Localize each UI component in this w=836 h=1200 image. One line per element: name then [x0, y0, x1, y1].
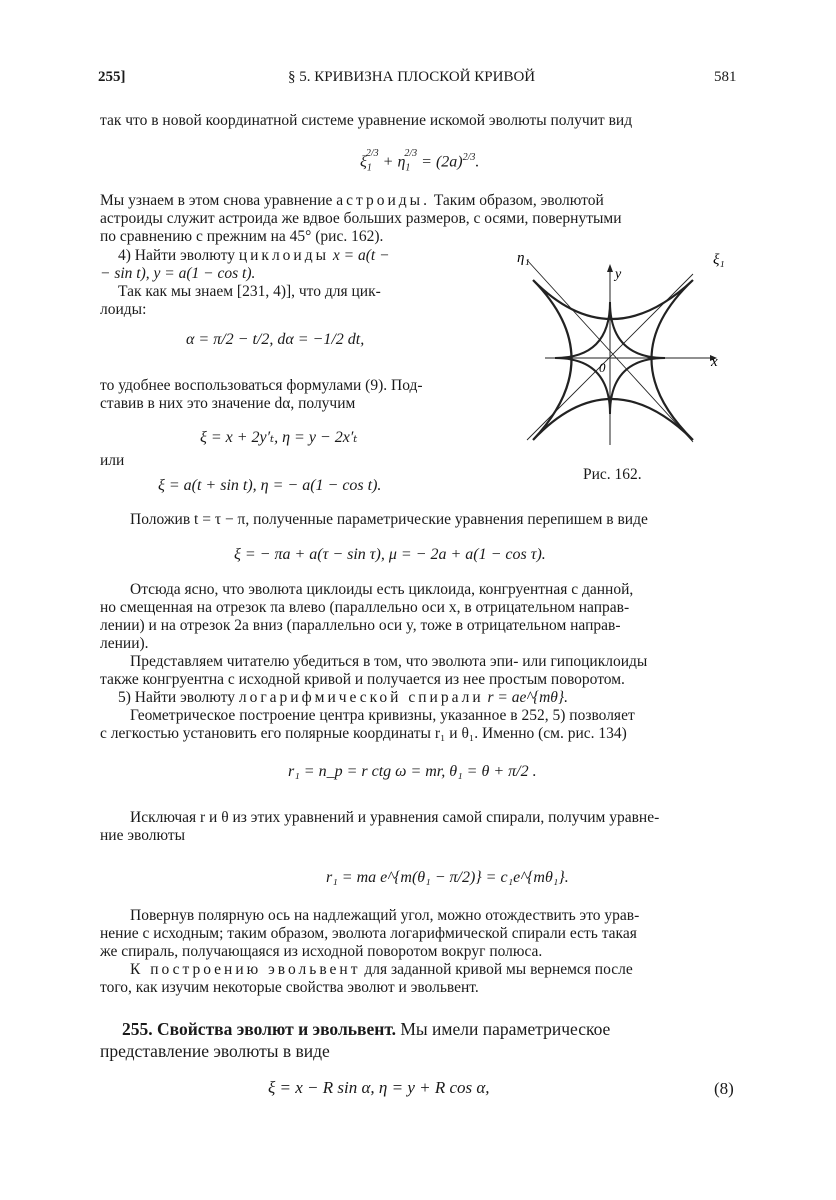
label-origin: 0	[599, 360, 606, 375]
para-geom-line1: Геометрическое построение центра кривизны, указанное в 252, 5) позволяет	[130, 707, 635, 724]
formula-astroid: $\xi_1^{2/3} + \eta_1^{2/3} = (2a)^{2/3}$.	[360, 148, 480, 174]
formula-r1: r₁ = n_p = r ctg ω = mr, θ₁ = θ + π/2 .	[288, 763, 537, 780]
para-cycloid-line3: лении) и на отрезок 2a вниз (параллельно оси y, тоже в отрицательном направ-	[100, 617, 621, 634]
item4-line4: лоиды:	[100, 301, 147, 318]
header-section-number: 255]	[98, 69, 126, 85]
item4-line3: Так как мы знаем [231, 4)], что для цик-	[118, 283, 381, 300]
intro-line: так что в новой координатной системе уравнение искомой эволюты получит вид	[100, 112, 633, 129]
para-excl-line2: ние эволюты	[100, 827, 186, 844]
item4-line1: 4) Найти эволюту циклоиды x = a(t −	[118, 247, 390, 264]
label-xi1: ξ₁	[713, 252, 725, 268]
header-page-number: 581	[714, 69, 737, 85]
label-x: x	[711, 354, 718, 370]
item4-line5: то удобнее воспользоваться формулами (9). Под-	[100, 377, 423, 394]
para-rot-line1: Повернув полярную ось на надлежащий угол, можно отождествить это урав-	[130, 907, 640, 924]
para-rot-line3: же спираль, получающаяся из исходной поворотом вокруг полюса.	[100, 943, 543, 960]
formula-8: ξ = x − R sin α, η = y + R cos α,	[268, 1078, 490, 1097]
formula-xi2: ξ = a(t + sin t), η = − a(1 − cos t).	[158, 477, 382, 494]
polozhiv-line: Положив t = τ − π, полученные параметрические уравнения перепишем в виде	[130, 511, 648, 528]
section-255-heading: 255. Свойства эволют и эвольвент. Мы имели параметрическое	[122, 1019, 611, 1039]
formula-8-number: (8)	[714, 1079, 734, 1098]
para-epi-line2: также конгруентна с исходной кривой и получается из нее простым поворотом.	[100, 671, 625, 688]
y-axis-arrow	[607, 264, 613, 272]
item5-line: 5) Найти эволюту логарифмической спирали r = ae^{mθ}.	[118, 689, 568, 706]
para-astroid-line2: астроиды служит астроида же вдвое больших размеров, с осями, повернутыми	[100, 210, 622, 227]
item4-line6: ставив в них это значение dα, получим	[100, 395, 356, 412]
para-cycloid-line1: Отсюда ясно, что эволюта циклоиды есть циклоида, конгруентная с данной,	[130, 581, 634, 598]
para-constr-line1: К построению эвольвент для заданной кривой мы вернемся после	[130, 961, 633, 978]
formula-evolute: r₁ = ma e^{m(θ₁ − π/2)} = c₁e^{mθ₁}.	[326, 869, 569, 886]
ili-word: или	[100, 452, 125, 469]
para-epi-line1: Представляем читателю убедиться в том, что эволюта эпи- или гипоциклоиды	[130, 653, 648, 670]
figure-162-astroid	[505, 240, 745, 470]
para-geom-line2: с легкостью установить его полярные координаты r₁ и θ₁. Именно (см. рис. 134)	[100, 725, 627, 742]
label-eta1: η₁	[517, 250, 530, 266]
para-cycloid-line4: лении).	[100, 635, 149, 652]
para-astroid-line1: Мы узнаем в этом снова уравнение астроиды. Таким образом, эволютой	[100, 192, 604, 209]
para-excl-line1: Исключая r и θ из этих уравнений и уравнения самой спирали, получим уравне-	[130, 809, 660, 826]
section-255-line2: представление эволюты в виде	[100, 1041, 330, 1061]
para-astroid-line3: по сравнению с прежним на 45° (рис. 162).	[100, 228, 384, 245]
figure-caption: Рис. 162.	[583, 466, 642, 483]
formula-tau: ξ = − πa + a(τ − sin τ), μ = − 2a + a(1 − cos τ).	[234, 546, 546, 563]
label-y: y	[615, 267, 622, 282]
para-rot-line2: нение с исходным; таким образом, эволюта логарифмической спирали есть такая	[100, 925, 637, 942]
formula-alpha: α = π/2 − t/2, dα = −1/2 dt,	[186, 331, 365, 348]
para-constr-line2: того, как изучим некоторые свойства эволют и эвольвент.	[100, 979, 479, 996]
item4-line2: − sin t), y = a(1 − cos t).	[100, 265, 256, 282]
header-title: § 5. КРИВИЗНА ПЛОСКОЙ КРИВОЙ	[288, 69, 536, 85]
para-cycloid-line2: но смещенная на отрезок πa влево (параллельно оси x, в отрицательном направ-	[100, 599, 630, 616]
formula-xi: ξ = x + 2y′ₜ, η = y − 2x′ₜ	[200, 429, 358, 446]
